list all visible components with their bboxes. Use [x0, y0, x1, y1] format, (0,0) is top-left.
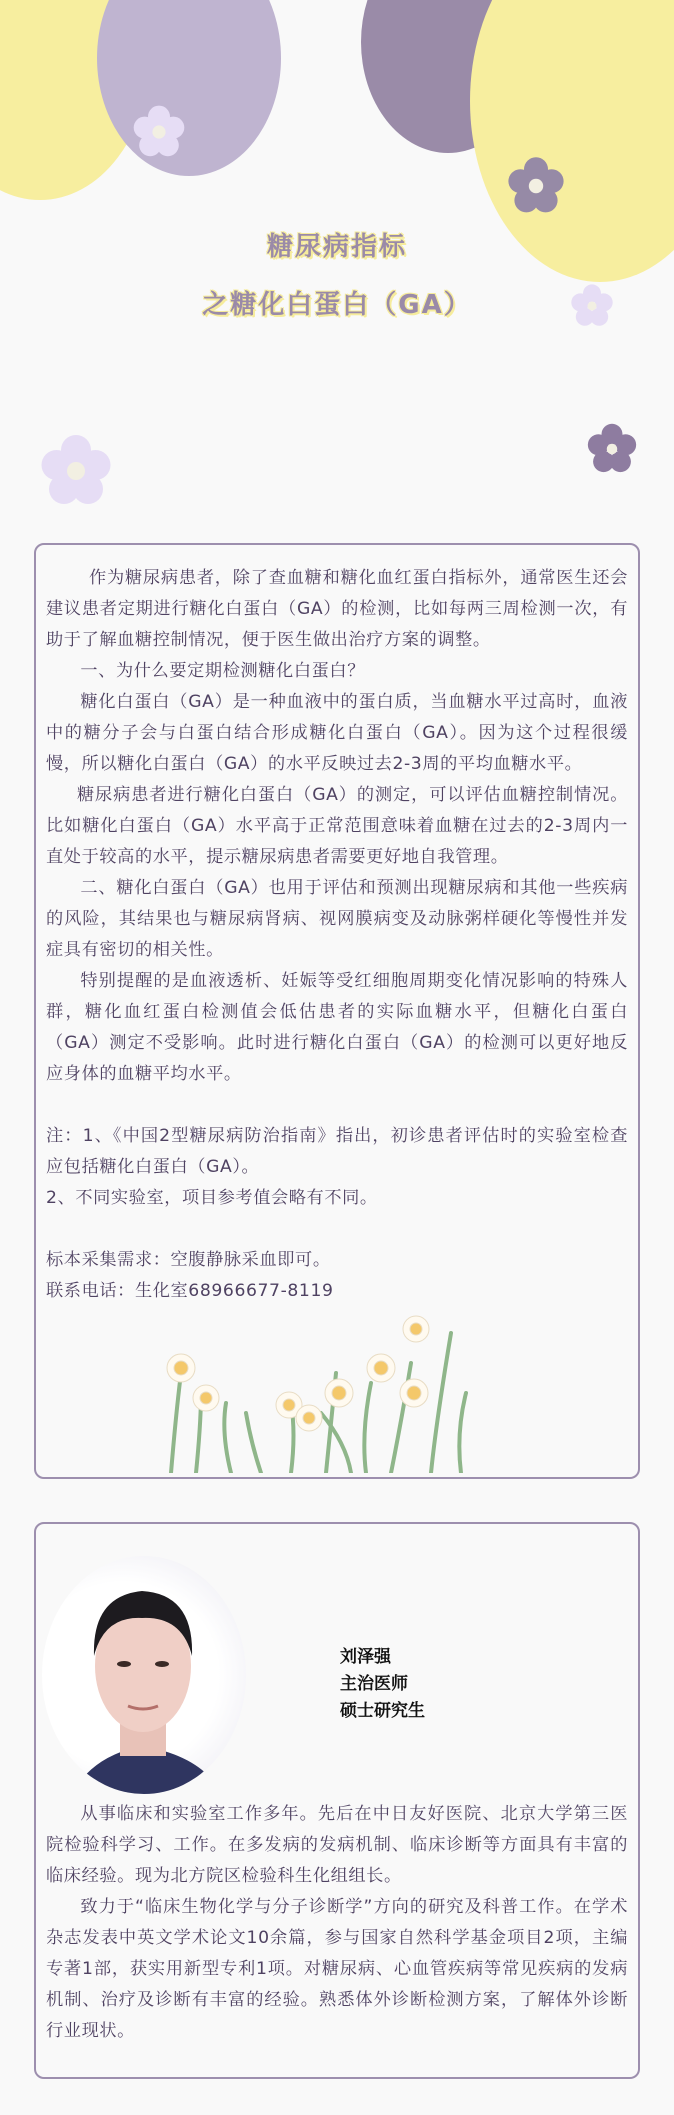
flower-icon: [42, 435, 111, 504]
paragraph: 特别提醒的是血液透析、妊娠等受红细胞周期变化情况影响的特殊人群，糖化血红蛋白检测值会低估患者的实际血糖水平，但糖化白蛋白（GA）测定不受影响。此时进行糖化白蛋白（GA）的检测可以更好地反应身体的血糖平均水平。: [46, 971, 628, 1084]
daffodil-flower: [367, 1354, 395, 1382]
header: [0, 0, 674, 543]
doctor-portrait-icon: [42, 1556, 246, 1794]
daffodil-flower: [167, 1354, 195, 1382]
page-title-line1: 糖尿病指标: [266, 232, 407, 262]
note-2: 2、不同实验室，项目参考值会略有不同。: [46, 1188, 378, 1208]
section-heading: 一、为什么要定期检测糖化白蛋白？: [80, 661, 365, 681]
flower-icon: [588, 424, 636, 472]
bio-paragraph: 致力于“临床生物化学与分子诊断学”方向的研究及科普工作。在学术杂志发表中英文学术论文10余篇，参与国家自然科学基金项目2项，主编专著1部，获实用新型专利1项。对糖尿病、心血管疾病等常见疾病的发病机制、治疗及诊断有丰富的经验。熟悉体外诊断检测方案，了解体外诊断行业现状。: [46, 1897, 628, 2041]
paragraph: 糖尿病患者进行糖化白蛋白（GA）的测定，可以评估血糖控制情况。比如糖化白蛋白（GA）水平高于正常范围意味着血糖在过去的2-3周内一直处于较高的水平，提示糖尿病患者需要更好地自我管理。: [46, 785, 628, 867]
bio-paragraph: 从事临床和实验室工作多年。先后在中日友好医院、北京大学第三医院检验科学习、工作。在多发病的发病机制、临床诊断等方面具有丰富的临床经验。现为北方院区检验科生化组组长。: [46, 1804, 628, 1886]
article-card: [34, 543, 640, 1479]
header-decorations: [0, 0, 674, 543]
article-body: [36, 545, 638, 1307]
doctor-card: [34, 1522, 640, 2079]
doctor-bio: [36, 1799, 638, 2047]
lavender-circle: [97, 0, 281, 176]
doctor-title: 主治医师: [340, 1674, 408, 1694]
daffodil-flower: [296, 1405, 322, 1431]
daffodil-illustration: [151, 1313, 531, 1473]
doctor-info: [340, 1644, 425, 1725]
contact-phone: 联系电话：生化室68966677-8119: [46, 1281, 334, 1301]
note-1: 注：1、《中国2型糖尿病防治指南》指出，初诊患者评估时的实验室检查应包括糖化白蛋白（GA）。: [46, 1126, 628, 1177]
paragraph: 糖化白蛋白（GA）是一种血液中的蛋白质，当血糖水平过高时，血液中的糖分子会与白蛋白结合形成糖化白蛋白（GA）。因为这个过程很缓慢，所以糖化白蛋白（GA）的水平反映过去2-3周的平均血糖水平。: [46, 692, 628, 774]
doctor-degree: 硕士研究生: [340, 1701, 425, 1721]
page-title-line2: 之糖化白蛋白（GA）: [202, 290, 472, 320]
paragraph: 二、糖化白蛋白（GA）也用于评估和预测出现糖尿病和其他一些疾病的风险，其结果也与糖尿病肾病、视网膜病变及动脉粥样硬化等慢性并发症具有密切的相关性。: [46, 878, 628, 960]
daffodil-flower: [400, 1379, 428, 1407]
paragraph: 作为糖尿病患者，除了查血糖和糖化血红蛋白指标外，通常医生还会建议患者定期进行糖化白蛋白（GA）的检测，比如每两三周检测一次，有助于了解血糖控制情况，便于医生做出治疗方案的调整。: [46, 568, 628, 650]
doctor-photo: [42, 1556, 246, 1794]
daffodil-flower: [403, 1316, 429, 1342]
doctor-header: [36, 1524, 638, 1799]
daffodil-flower: [193, 1385, 219, 1411]
daffodil-flower: [325, 1379, 353, 1407]
doctor-name: 刘泽强: [340, 1647, 391, 1667]
specimen-requirement: 标本采集需求：空腹静脉采血即可。: [46, 1250, 331, 1270]
